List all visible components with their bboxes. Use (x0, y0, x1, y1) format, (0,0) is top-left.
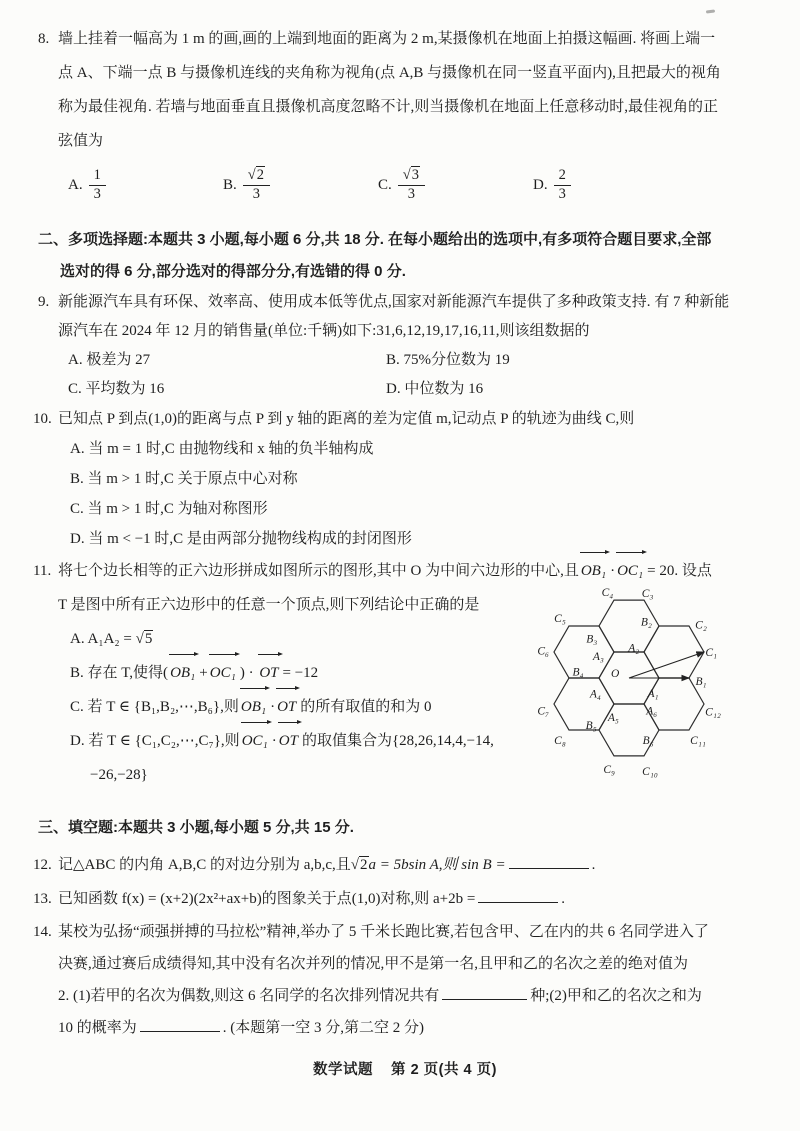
hex-figure-label-O: O (611, 668, 620, 681)
option-a: A. 当 m = 1 时,C 由抛物线和 x 轴的负半轴构成 (70, 441, 374, 457)
vector-OC1: OC₁ (240, 721, 272, 758)
hex-figure-label-A4: A₄ (589, 688, 601, 701)
hex-figure-label-A3: A₃ (592, 650, 604, 663)
vector-OB1: OB₁ (168, 653, 199, 690)
fraction-denominator: 3 (252, 185, 260, 202)
question-text: = 20. 设点 (647, 563, 712, 579)
question-14 (33, 916, 772, 1044)
fraction-denominator: 3 (558, 185, 566, 202)
radical-sign: √ (350, 857, 360, 873)
option-d (533, 168, 688, 203)
question-line: 称为最佳视角. 若墙与地面垂直且摄像机高度忽略不计,则当摄像机在地面上任意移动时,最佳视角的正 (58, 99, 719, 115)
q9-options (38, 346, 772, 404)
hex-figure-label-C2: C₂ (695, 619, 707, 632)
question-number: 10. (33, 411, 52, 427)
option-d: D. 当 m < −1 时,C 是由两部分抛物线构成的封闭图形 (70, 531, 412, 547)
option-text: C. 若 T ∈ {B₁,B₂,⋯,B₆},则 (70, 699, 239, 715)
question-10 (33, 404, 772, 554)
question-line (33, 882, 772, 916)
fraction-numerator (243, 168, 270, 186)
vector-OT: OT (257, 653, 282, 690)
option-label: A. (68, 176, 83, 193)
radical-sign: √ (247, 166, 256, 183)
answer-blank (140, 1018, 220, 1032)
radical-sign: √ (135, 631, 144, 647)
question-number: 14. (33, 924, 52, 940)
option-text: 的所有取值的和为 0 (300, 699, 432, 715)
radicand: 2 (360, 857, 368, 873)
question-text: 2. (1)若甲的名次为偶数,则这 6 名同学的名次排列情况共有 (58, 988, 440, 1004)
question-text: 某校为弘扬“顽强拼搏的马拉松”精神,举办了 5 千米长跑比赛,若包含甲、乙在内的共 6 名同学进入了 (58, 924, 709, 940)
hex-figure-label-C1: C₁ (705, 647, 718, 660)
option-c (378, 168, 533, 203)
fraction-numerator (398, 168, 425, 186)
footer-page-number: 第 2 页(共 4 页) (391, 1062, 497, 1078)
hexagon-figure-wrap (528, 578, 732, 780)
fraction-numerator: 2 (554, 168, 571, 186)
question-line (33, 848, 772, 882)
answer-blank (442, 986, 527, 1000)
section-2-header (38, 224, 772, 288)
section-header-line: 二、多项选择题:本题共 3 小题,每小题 6 分,共 18 分. 在每小题给出的选项中,有多项符合题目要求,全部 (38, 231, 712, 248)
question-text: 已知函数 f(x) = (x+2)(2x²+ax+b)的图象关于点(1,0)对称,则 a+2b = (58, 891, 476, 907)
hex-figure-label-C3: C₃ (641, 587, 654, 600)
page-footer (38, 1058, 772, 1079)
question-line: 决赛,通过赛后成绩得知,其中没有名次并列的情况,甲不是第一名,且甲和乙的名次之差的绝对值为 (58, 956, 689, 972)
option-text: 的取值集合为{28,26,14,4,−14, (301, 733, 494, 749)
dot-operator: · (270, 699, 276, 715)
radicand: 5 (144, 631, 153, 647)
question-number: 13. (33, 891, 52, 907)
radicand: 3 (411, 166, 419, 183)
footer-title: 数学试题 (313, 1062, 374, 1078)
fraction (243, 168, 270, 203)
vector-OT: OT (275, 687, 300, 724)
dot-operator: · (610, 563, 616, 579)
question-number: 11. (33, 563, 52, 579)
option-b (223, 168, 378, 203)
vector-OT: OT (277, 721, 302, 758)
hex-figure-label-C4: C₄ (601, 587, 614, 600)
hex-figure-label-C8: C₈ (554, 734, 566, 747)
vector-OB1: OB₁ (579, 551, 610, 588)
option-text: B. 存在 T,使得( (70, 665, 169, 681)
q8-options (38, 162, 772, 208)
vector-OC1: OC₁ (208, 653, 240, 690)
vector-OC1-arrow (629, 652, 704, 678)
hex-figure-label-B2: B₂ (640, 616, 652, 629)
question-line: 源汽车在 2024 年 12 月的销售量(单位:千辆)如下:31,6,12,19,17,16,11,则该组数据的 (58, 323, 590, 339)
question-text: 将七个边长相等的正六边形拼成如图所示的图形,其中 O 为中间六边形的中心,且 (58, 563, 579, 579)
option-text: = −12 (282, 665, 319, 681)
question-text: 已知点 P 到点(1,0)的距离与点 P 到 y 轴的距离的差为定值 m,记动点 P 的轨迹为曲线 C,则 (58, 411, 635, 427)
vector-OC1: OC₁ (615, 551, 647, 588)
option-c: C. 平均数为 16 (68, 381, 165, 397)
hex-figure-label-C12: C₁₂ (705, 706, 721, 719)
section-3-header (38, 812, 772, 844)
option-b: B. 75%分位数为 19 (386, 352, 510, 368)
fraction (89, 168, 106, 203)
option-label: D. (533, 176, 548, 193)
hexagon-figure (528, 578, 732, 780)
radicand: 2 (256, 166, 264, 183)
plus-operator: + (199, 665, 208, 681)
hex-figure-label-A5: A₅ (607, 712, 619, 724)
hex-figure-label-C5: C₅ (554, 613, 566, 625)
question-12 (33, 848, 772, 882)
option-label: B. (223, 176, 237, 193)
question-line: 弦值为 (58, 133, 104, 149)
option-a (68, 168, 223, 203)
question-line (38, 288, 772, 317)
hex-figure-label-A6: A₆ (646, 705, 658, 718)
option-a: A. 极差为 27 (68, 352, 151, 368)
hex-figure-label-C6: C₆ (537, 645, 550, 658)
option-c: C. 当 m > 1 时,C 为轴对称图形 (70, 501, 268, 517)
dot-operator: · (271, 733, 277, 749)
question-line (33, 980, 772, 1012)
question-text: . (本题第一空 3 分,第二空 2 分) (222, 1020, 425, 1036)
fraction (398, 168, 425, 203)
option-text: D. 若 T ∈ {C₁,C₂,⋯,C₇},则 (70, 733, 240, 749)
question-text: 种;(2)甲和乙的名次之和为 (530, 988, 702, 1004)
fraction-numerator: 1 (89, 168, 106, 186)
dot-operator: · (248, 665, 254, 681)
question-text: 10 的概率为 (58, 1020, 137, 1036)
hex-figure-label-A2: A₂ (628, 642, 640, 655)
section-header-line: 三、填空题:本题共 3 小题,每小题 5 分,共 15 分. (38, 819, 354, 836)
hex-figure-label-A1: A₁ (647, 688, 659, 700)
option-b: B. 当 m > 1 时,C 关于原点中心对称 (70, 471, 298, 487)
answer-blank (509, 855, 589, 869)
question-line (33, 916, 772, 948)
question-line: 点 A、下端一点 B 与摄像机连线的夹角称为视角(点 A,B 与摄像机在同一竖直平面内),且把最大的视角 (58, 65, 721, 81)
hex-figure-label-B4: B₄ (572, 666, 584, 679)
hexagon (554, 626, 614, 678)
question-line (33, 404, 772, 434)
option-text: ) (239, 665, 245, 681)
answer-blank (478, 889, 558, 903)
fraction (554, 168, 571, 203)
question-line: T 是图中所有正六边形中的任意一个顶点,则下列结论中正确的是 (58, 597, 480, 613)
hex-figure-label-B6: B₆ (642, 734, 654, 747)
question-text: 记△ABC 的内角 A,B,C 的对边分别为 a,b,c,且 (58, 857, 351, 873)
radical-sign: √ (402, 166, 411, 183)
hex-figure-label-C9: C₉ (603, 764, 616, 777)
vector-OB1: OB₁ (239, 687, 270, 724)
question-text: 新能源汽车具有环保、效率高、使用成本低等优点,国家对新能源汽车提供了多种政策支持. 有 7 种新能 (58, 294, 730, 310)
option-label: C. (378, 176, 392, 193)
fraction-denominator: 3 (407, 185, 415, 202)
hex-figure-label-C10: C₁₀ (642, 766, 658, 778)
question-text: 墙上挂着一幅高为 1 m 的画,画的上端到地面的距离为 2 m,某摄像机在地面上拍摄这幅画. 将画上端一 (58, 31, 716, 47)
hexagon (554, 678, 614, 730)
question-text: a = 5bsin A,则 sin B = (368, 857, 506, 873)
question-13 (33, 882, 772, 916)
question-9 (38, 288, 772, 404)
fraction-denominator: 3 (93, 185, 101, 202)
option-d: D. 中位数为 16 (386, 381, 484, 397)
hex-figure-label-B5: B₅ (585, 719, 597, 732)
section-header-line: 选对的得 6 分,部分选对的得部分分,有选错的得 0 分. (60, 263, 406, 280)
option-text: A. A₁A₂ = (70, 631, 132, 647)
question-text: . (561, 891, 566, 907)
question-number: 9. (38, 294, 50, 310)
hex-figure-label-B1: B₁ (695, 676, 707, 688)
question-number: 12. (33, 857, 52, 873)
question-line (33, 1012, 772, 1044)
question-text: . (591, 857, 596, 873)
option-d-continuation: −26,−28} (90, 767, 148, 783)
hex-figure-label-C11: C₁₁ (690, 734, 706, 747)
question-number: 8. (38, 31, 50, 47)
question-11 (33, 554, 772, 792)
question-line (38, 22, 772, 56)
hex-figure-label-C7: C₇ (537, 705, 550, 718)
hex-figure-label-B3: B₃ (586, 633, 598, 646)
question-8 (38, 22, 772, 208)
